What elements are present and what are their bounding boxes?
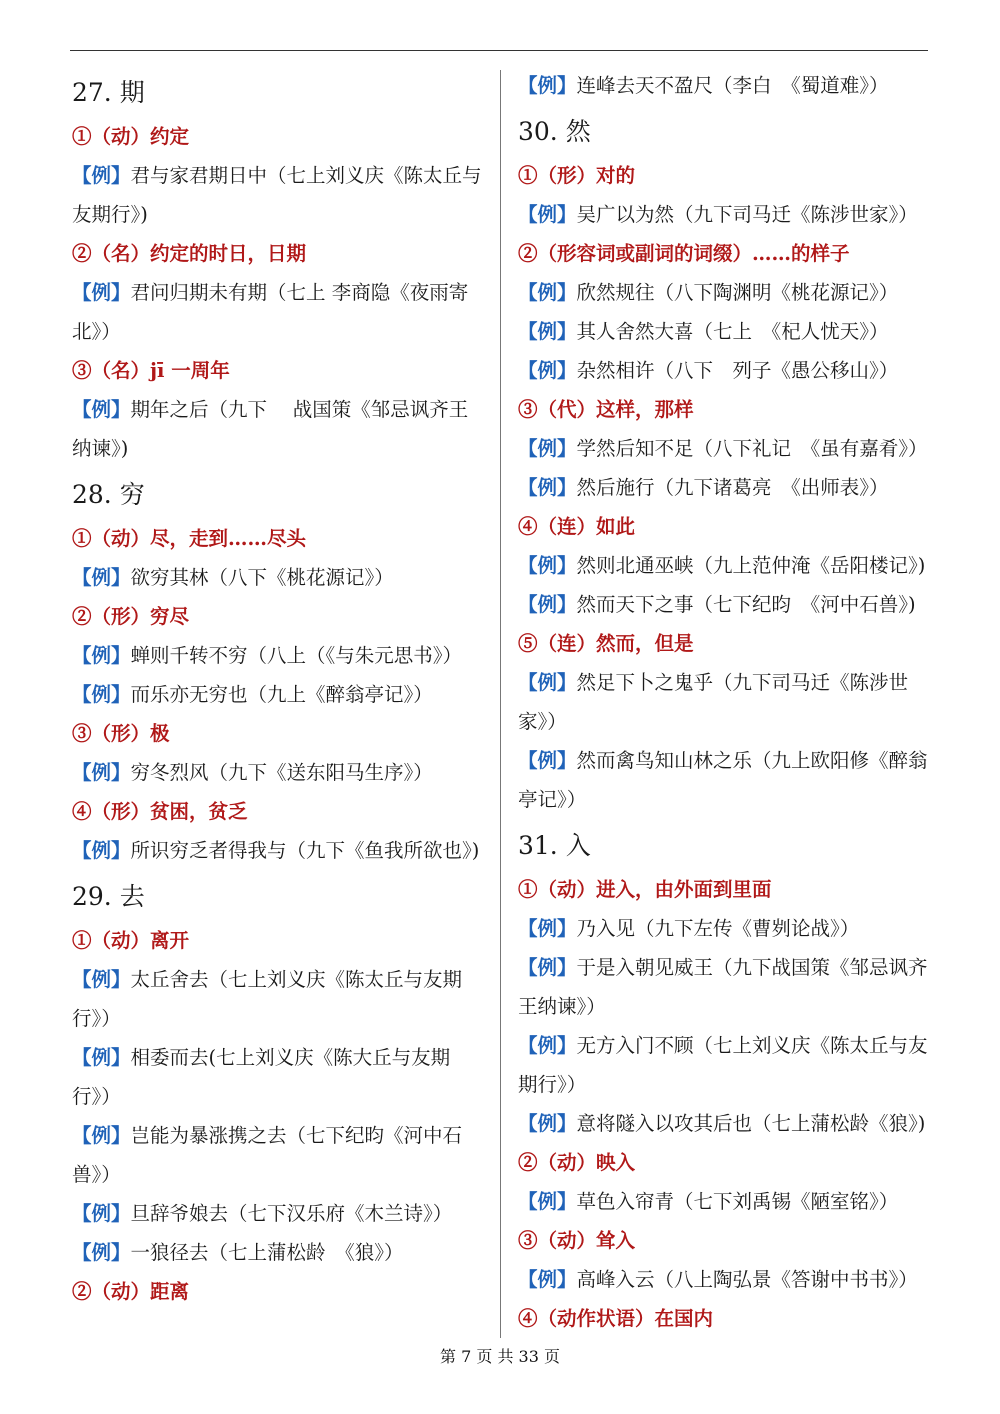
sense-definition: ②（动）距离 bbox=[72, 1280, 190, 1303]
example-text: 乃入见（九下左传《曹刿论战》） bbox=[576, 917, 860, 940]
sense-definition: ③（代）这样，那样 bbox=[518, 398, 694, 421]
sense-definition: ②（形）穷尽 bbox=[72, 605, 190, 628]
example-tag: 【例】 bbox=[72, 1202, 131, 1225]
example-tag: 【例】 bbox=[518, 917, 577, 940]
sense-definition: ②（形容词或副词的词缀）……的样子 bbox=[518, 242, 850, 265]
sense-definition: ②（动）映入 bbox=[518, 1151, 636, 1174]
sense-definition: ⑤（连）然而，但是 bbox=[518, 632, 694, 655]
example-line bbox=[518, 741, 933, 819]
example-text: 然足下卜之鬼乎（九下司马迁《陈涉世家》） bbox=[518, 671, 909, 733]
example-text: 旦辞爷娘去（七下汉乐府《木兰诗》） bbox=[130, 1202, 453, 1225]
sense-definition: ③（动）耸入 bbox=[518, 1229, 636, 1252]
example-text: 高峰入云（八上陶弘景《答谢中书书》） bbox=[576, 1268, 918, 1291]
example-tag: 【例】 bbox=[72, 761, 131, 784]
example-text: 连峰去天不盈尺（李白 《蜀道难》） bbox=[576, 74, 889, 97]
example-text: 太丘舍去（七上刘义庆《陈太丘与友期行》） bbox=[72, 968, 463, 1030]
example-tag: 【例】 bbox=[72, 1241, 131, 1264]
example-text: 君问归期未有期（七上 李商隐《夜雨寄北》） bbox=[72, 281, 469, 343]
example-text: 期年之后（九下 战国策《邹忌讽齐王纳谏》) bbox=[72, 398, 469, 460]
example-text: 其人舍然大喜（七上 《杞人忧天》） bbox=[576, 320, 889, 343]
top-rule bbox=[70, 50, 928, 51]
example-text: 无方入门不顾（七上刘义庆《陈太丘与友期行》） bbox=[518, 1034, 928, 1096]
example-tag: 【例】 bbox=[72, 1124, 131, 1147]
sense-definition: ①（形）对的 bbox=[518, 164, 636, 187]
example-text: 然而天下之事（七下纪昀 《河中石兽》) bbox=[576, 593, 916, 616]
example-tag: 【例】 bbox=[518, 74, 577, 97]
example-text: 然而禽鸟知山林之乐（九上欧阳修《醉翁亭记》） bbox=[518, 749, 928, 811]
example-text: 欲穷其林（八下《桃花源记》） bbox=[130, 566, 394, 589]
example-text: 而乐亦无穷也（九上《醉翁亭记》） bbox=[130, 683, 433, 706]
example-tag: 【例】 bbox=[518, 593, 577, 616]
sense-definition: ④（连）如此 bbox=[518, 515, 636, 538]
example-text: 学然后知不足（八下礼记 《虽有嘉肴》） bbox=[576, 437, 928, 460]
example-line bbox=[72, 390, 487, 468]
example-line bbox=[72, 831, 487, 870]
example-tag: 【例】 bbox=[518, 671, 577, 694]
example-tag: 【例】 bbox=[518, 437, 577, 460]
example-tag: 【例】 bbox=[518, 281, 577, 304]
example-line bbox=[72, 156, 487, 234]
sense-definition: ①（动）约定 bbox=[72, 125, 190, 148]
example-tag: 【例】 bbox=[72, 398, 131, 421]
example-line bbox=[518, 312, 933, 351]
example-line bbox=[72, 675, 487, 714]
example-line bbox=[518, 1182, 933, 1221]
example-line bbox=[518, 351, 933, 390]
example-line bbox=[518, 1026, 933, 1104]
example-line bbox=[518, 468, 933, 507]
example-tag: 【例】 bbox=[72, 968, 131, 991]
example-line bbox=[72, 1116, 487, 1194]
example-tag: 【例】 bbox=[72, 164, 131, 187]
example-line bbox=[518, 909, 933, 948]
example-tag: 【例】 bbox=[518, 1112, 577, 1135]
example-line bbox=[518, 273, 933, 312]
example-line bbox=[72, 558, 487, 597]
page-footer: 第 7 页 共 33 页 bbox=[440, 1347, 560, 1366]
example-text: 岂能为暴涨携之去（七下纪昀《河中石兽》） bbox=[72, 1124, 463, 1186]
sense-definition: ①（动）离开 bbox=[72, 929, 190, 952]
sense-definition: ①（动）尽，走到……尽头 bbox=[72, 527, 307, 550]
entry-heading: 27. 期 bbox=[72, 78, 145, 107]
example-tag: 【例】 bbox=[72, 281, 131, 304]
example-line bbox=[72, 273, 487, 351]
example-text: 穷冬烈风（九下《送东阳马生序》） bbox=[130, 761, 433, 784]
example-text: 吴广以为然（九下司马迁《陈涉世家》） bbox=[576, 203, 918, 226]
entry-heading: 28. 穷 bbox=[72, 480, 145, 509]
example-text: 于是入朝见威王（九下战国策《邹忌讽齐王纳谏》） bbox=[518, 956, 928, 1018]
example-line bbox=[72, 1038, 487, 1116]
example-line bbox=[72, 1194, 487, 1233]
example-line bbox=[518, 195, 933, 234]
example-line bbox=[518, 1260, 933, 1299]
example-text: 一狼径去（七上蒲松龄 《狼》） bbox=[130, 1241, 404, 1264]
sense-definition: ④（动作状语）在国内 bbox=[518, 1307, 714, 1330]
example-tag: 【例】 bbox=[518, 1268, 577, 1291]
example-text: 然后施行（九下诸葛亮 《出师表》） bbox=[576, 476, 889, 499]
example-tag: 【例】 bbox=[72, 839, 131, 862]
example-line bbox=[518, 1104, 933, 1143]
example-line bbox=[72, 753, 487, 792]
example-tag: 【例】 bbox=[518, 203, 577, 226]
left-column bbox=[72, 66, 487, 1311]
sense-definition: ②（名）约定的时日，日期 bbox=[72, 242, 307, 265]
example-tag: 【例】 bbox=[518, 1034, 577, 1057]
example-tag: 【例】 bbox=[518, 554, 577, 577]
example-tag: 【例】 bbox=[518, 956, 577, 979]
example-tag: 【例】 bbox=[72, 1046, 131, 1069]
example-tag: 【例】 bbox=[518, 1190, 577, 1213]
example-line bbox=[518, 948, 933, 1026]
sense-definition: ③（名）jī 一周年 bbox=[72, 359, 230, 382]
example-tag: 【例】 bbox=[518, 476, 577, 499]
example-text: 杂然相许（八下 列子《愚公移山》） bbox=[576, 359, 899, 382]
example-tag: 【例】 bbox=[72, 683, 131, 706]
example-tag: 【例】 bbox=[72, 566, 131, 589]
entry-heading: 31. 入 bbox=[518, 831, 591, 860]
sense-definition: ④（形）贫困，贫乏 bbox=[72, 800, 248, 823]
example-tag: 【例】 bbox=[518, 320, 577, 343]
example-text: 所识穷乏者得我与（九下《鱼我所欲也》) bbox=[130, 839, 480, 862]
right-column bbox=[518, 66, 933, 1338]
example-line bbox=[518, 429, 933, 468]
example-line bbox=[72, 636, 487, 675]
example-line bbox=[518, 663, 933, 741]
example-line bbox=[518, 585, 933, 624]
example-tag: 【例】 bbox=[72, 644, 131, 667]
column-divider bbox=[500, 70, 501, 1338]
example-tag: 【例】 bbox=[518, 749, 577, 772]
example-text: 君与家君期日中（七上刘义庆《陈太丘与友期行》) bbox=[72, 164, 482, 226]
example-line bbox=[72, 960, 487, 1038]
entry-heading: 30. 然 bbox=[518, 117, 591, 146]
example-text: 然则北通巫峡（九上范仲淹《岳阳楼记》) bbox=[576, 554, 926, 577]
example-text: 相委而去(七上刘义庆《陈大丘与友期行》） bbox=[72, 1046, 451, 1108]
example-line bbox=[72, 1233, 487, 1272]
entry-heading: 29. 去 bbox=[72, 882, 145, 911]
sense-definition: ①（动）进入，由外面到里面 bbox=[518, 878, 772, 901]
example-tag: 【例】 bbox=[518, 359, 577, 382]
sense-definition: ③（形）极 bbox=[72, 722, 170, 745]
example-text: 欣然规往（八下陶渊明《桃花源记》） bbox=[576, 281, 899, 304]
example-text: 蝉则千转不穷（八上（《与朱元思书》） bbox=[130, 644, 463, 667]
example-line bbox=[518, 546, 933, 585]
example-line bbox=[518, 66, 933, 105]
example-text: 意将隧入以攻其后也（七上蒲松龄《狼》) bbox=[576, 1112, 926, 1135]
example-text: 草色入帘青（七下刘禹锡《陋室铭》） bbox=[576, 1190, 899, 1213]
